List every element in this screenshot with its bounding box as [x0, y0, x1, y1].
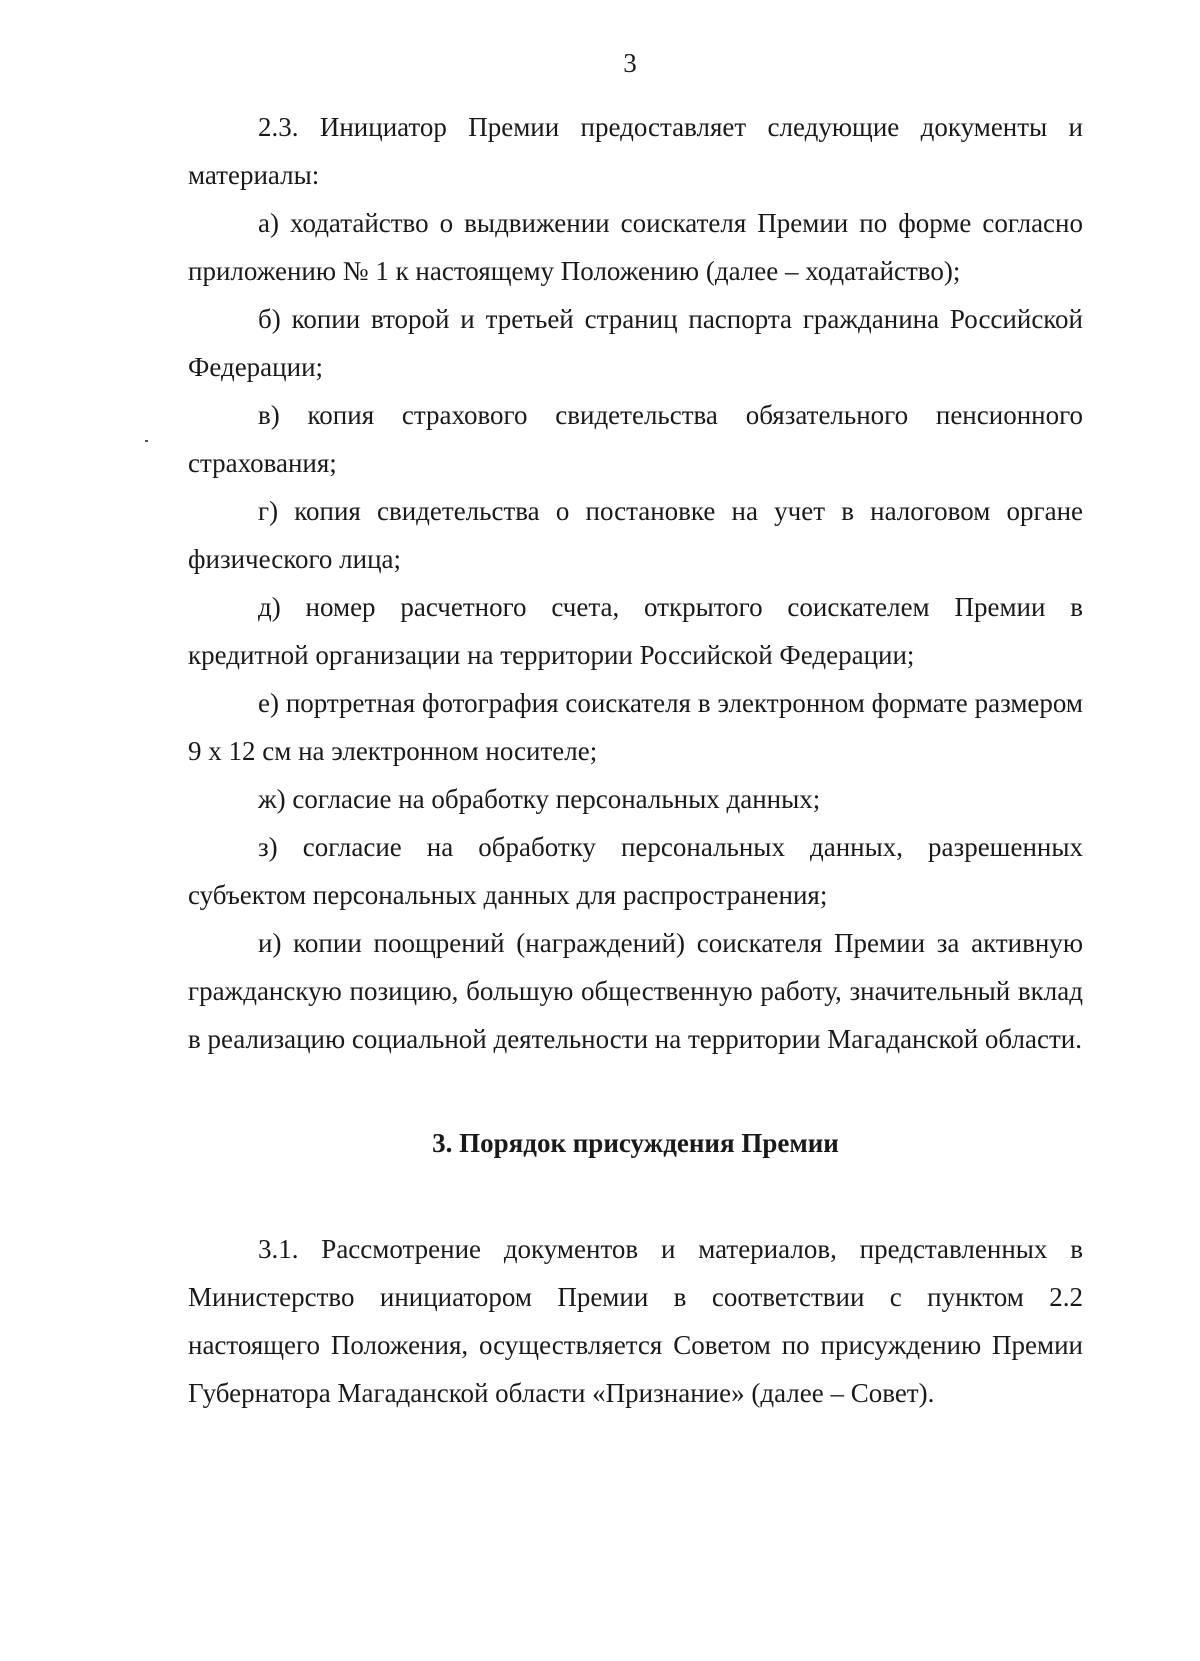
section-3-body: [188, 1225, 1083, 1417]
list-item-a: а) ходатайство о выдвижении соискателя Премии по форме согласно приложению № 1 к настоящему Положению (далее – ходатайство);: [188, 208, 1083, 286]
list-item-v: в) копия страхового свидетельства обязательного пенсионного страхования;: [188, 400, 1083, 478]
list-item-i: и) копии поощрений (награждений) соискателя Премии за активную гражданскую позицию, большую общественную работу, значительный вклад в реализацию социальной деятельности на территории Магаданской области.: [188, 928, 1083, 1054]
paragraph-3-1: 3.1. Рассмотрение документов и материалов, представленных в Министерство инициатором Премии в соответствии с пунктом 2.2 настоящего Положения, осуществляется Советом по присуждению Премии Губернатора Магаданской области «Признание» (далее – Совет).: [188, 1234, 1083, 1408]
paragraph-2-3: 2.3. Инициатор Премии предоставляет следующие документы и материалы:: [188, 112, 1083, 190]
list-item-z: з) согласие на обработку персональных данных, разрешенных субъектом персональных данных для распространения;: [188, 832, 1083, 910]
list-item-zh: ж) согласие на обработку персональных данных;: [258, 784, 821, 814]
list-item-d: д) номер расчетного счета, открытого соискателем Премии в кредитной организации на территории Российской Федерации;: [188, 592, 1083, 670]
list-item-e: е) портретная фотография соискателя в электронном формате размером 9 x 12 см на электронном носителе;: [188, 688, 1083, 766]
page-number: 3: [623, 48, 637, 78]
document-body: [188, 103, 1083, 1417]
list-item-b: б) копии второй и третьей страниц паспорта гражданина Российской Федерации;: [188, 304, 1083, 382]
list-item-g: г) копия свидетельства о постановке на учет в налоговом органе физического лица;: [188, 496, 1083, 574]
section-heading: 3. Порядок присуждения Премии: [432, 1128, 839, 1158]
scan-artifact: [145, 440, 148, 442]
